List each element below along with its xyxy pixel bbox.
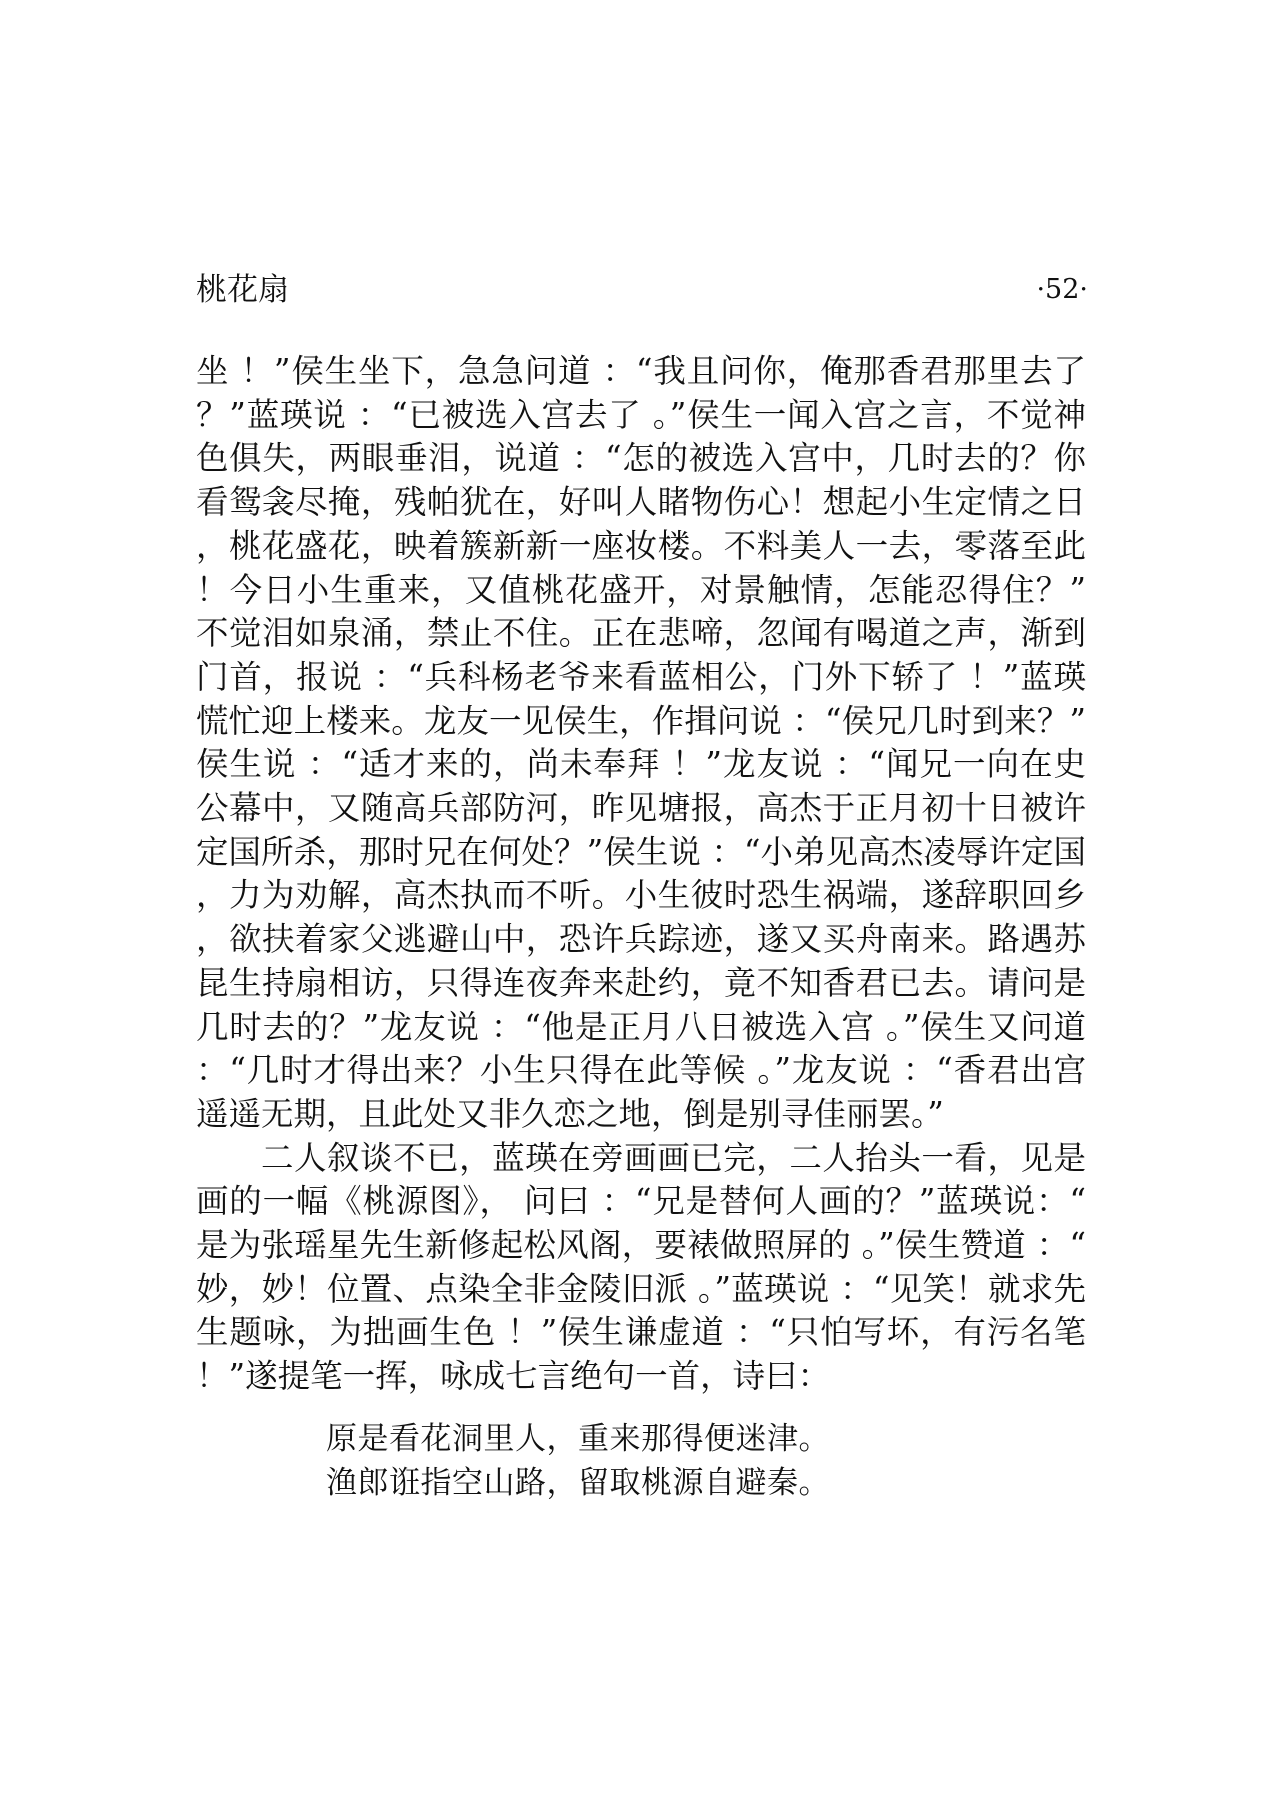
paragraph-2: 二人叙谈不已，蓝瑛在旁画画已完，二人抬头一看，见是画的一幅《桃源图》， 问曰 ：“兄是替何人画的？”蓝瑛说：“是为张瑶星先生新修起松风阁，要裱做照屏的 。”侯生赞道 ：“妙，妙！位置、点染全非金陵旧派 。”蓝瑛说 ：“见笑！就求先生题咏，为拙画生色 ！”侯生谦虚道 ：“只怕写坏，有污名笔 ！”遂提笔一挥，咏成七言绝句一首，诗曰：: [196, 1138, 1086, 1396]
poem: [326, 1417, 1046, 1505]
poem-line-1: 原是看花洞里人，重来那得便迷津。: [326, 1421, 830, 1457]
body-text: [196, 350, 1086, 1399]
page-number: ·52·: [1036, 274, 1088, 305]
paragraph-1: 坐 ！”侯生坐下，急急问道 ：“我且问你，俺那香君那里去了？”蓝瑛说 ：“已被选入宫去了 。”侯生一闻入宫之言，不觉神色俱失，两眼垂泪，说道 ：“怎的被选入宫中，几时去的？你看鸳衾尽掩，残帕犹在，好叫人睹物伤心！想起小生定情之日，桃花盛花，映着簇新新一座妆楼。不料美人一去，零落至此！今日小生重来，又值桃花盛开，对景触情，怎能忍得住？”不觉泪如泉涌，禁止不住。正在悲啼，忽闻有喝道之声，渐到门首，报说 ：“兵科杨老爷来看蓝相公，门外下轿了 ！”蓝瑛慌忙迎上楼来。龙友一见侯生，作揖问说 ：“侯兄几时到来？”侯生说 ：“适才来的，尚未奉拜 ！”龙友说 ：“闻兄一向在史公幕中，又随高兵部防河，昨见塘报，高杰于正月初十日被许定国所杀，那时兄在何处？”侯生说 ：“小弟见高杰凌辱许定国，力为劝解，高杰执而不听。小生彼时恐生祸端，遂辞职回乡，欲扶着家父逃避山中，恐许兵踪迹，遂又买舟南来。路遇苏昆生持扇相访，只得连夜奔来赴约，竟不知香君已去。请问是几时去的？”龙友说 ：“他是正月八日被选入宫 。”侯生又问道 ：“几时才得出来？小生只得在此等候 。”龙友说 ：“香君出宫遥遥无期，且此处又非久恋之地，倒是别寻佳丽罢。”: [196, 352, 1086, 1133]
running-header: [196, 268, 1088, 312]
book-title: 桃花扇: [196, 272, 289, 308]
poem-line-2: 渔郎诳指空山路，留取桃源自避秦。: [326, 1465, 830, 1501]
